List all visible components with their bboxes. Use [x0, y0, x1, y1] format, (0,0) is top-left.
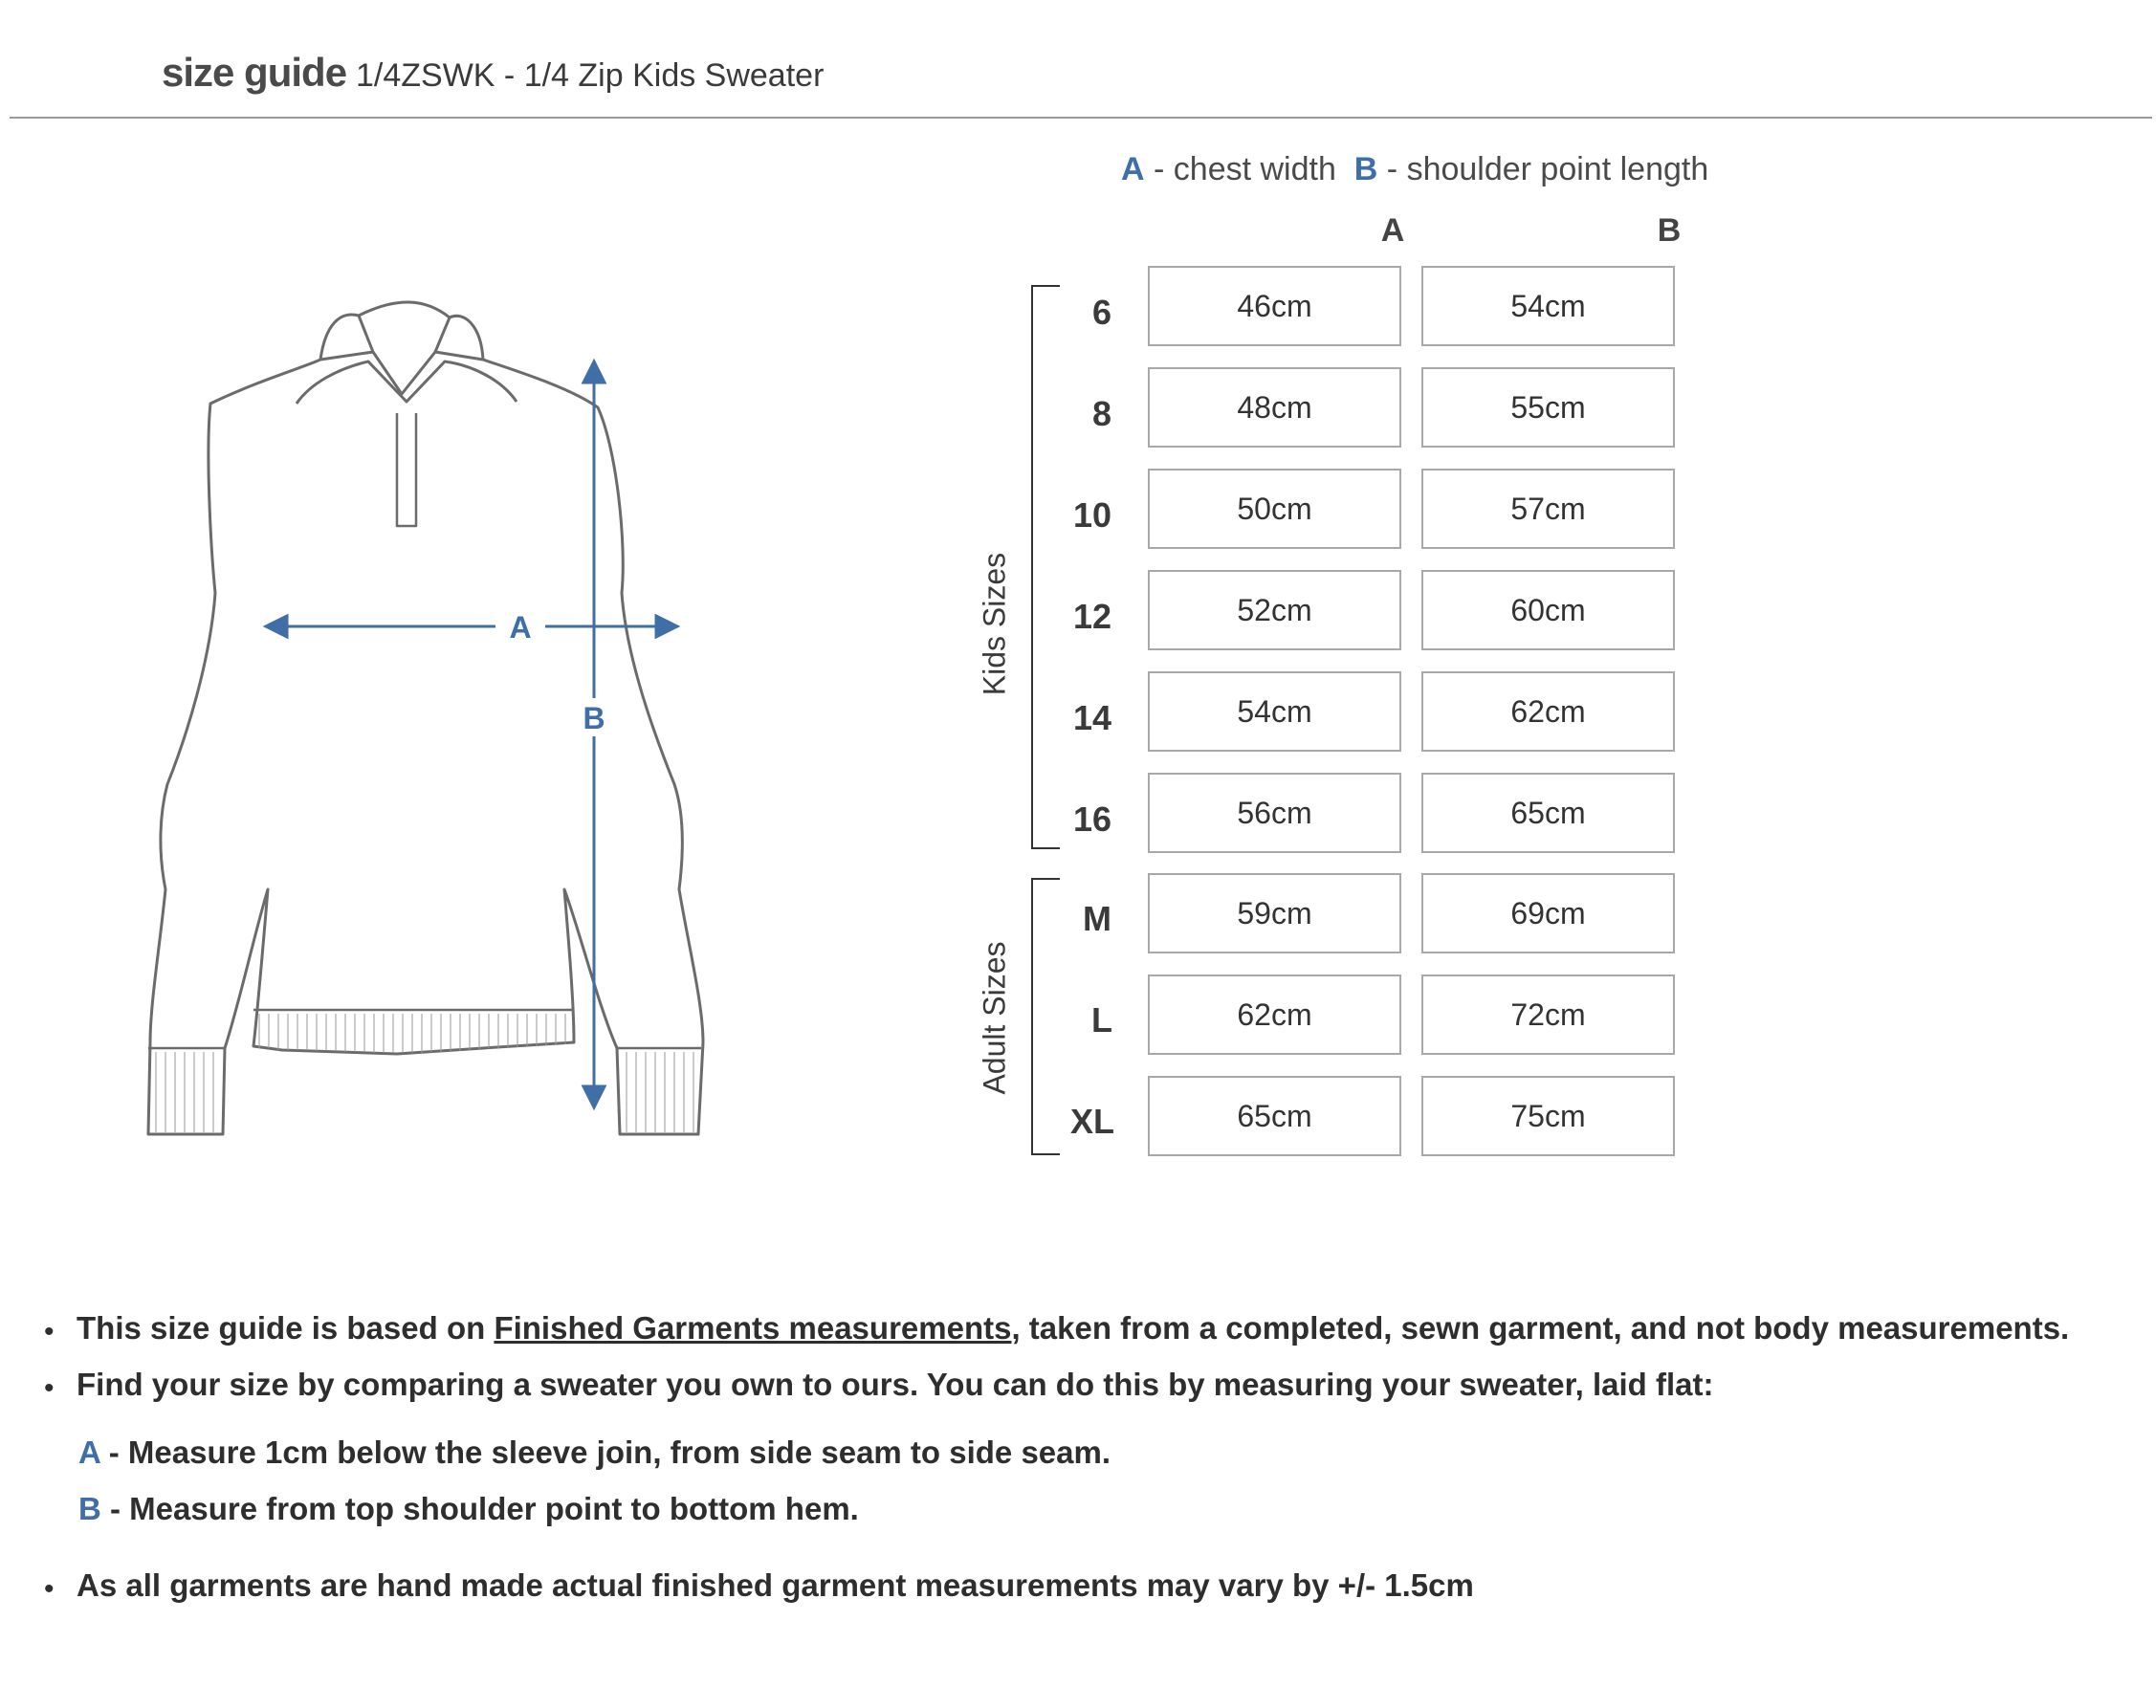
chest-width-cell: 54cm	[1148, 671, 1401, 752]
sweater-zipper	[397, 413, 416, 526]
shoulder-length-cell: 72cm	[1421, 974, 1675, 1055]
size-label: 16	[1072, 799, 1112, 839]
adult-sizes-label: Adult Sizes	[977, 941, 1012, 1095]
size-label: 12	[1072, 597, 1112, 636]
legend-b-text: - shoulder point length	[1386, 151, 1709, 187]
finished-garments-link[interactable]: Finished Garments measurements	[494, 1310, 1012, 1346]
size-label: 6	[1091, 293, 1112, 332]
shoulder-length-cell: 62cm	[1421, 671, 1675, 752]
shoulder-length-cell: 57cm	[1421, 469, 1675, 549]
chest-width-cell: 52cm	[1148, 570, 1401, 650]
kids-sizes-label: Kids Sizes	[977, 552, 1012, 696]
size-label: 14	[1072, 698, 1112, 737]
note-tolerance: As all garments are hand made actual finished garment measurements may vary by +/- 1.5cm	[77, 1567, 1474, 1603]
shoulder-length-cell: 65cm	[1421, 773, 1675, 853]
sweater-illustration	[81, 277, 856, 1167]
note-find-size: Find your size by comparing a sweater you own to ours. You can do this by measuring your sweater, laid flat:	[77, 1367, 1714, 1402]
chest-width-cell: 59cm	[1148, 873, 1401, 953]
size-label: 10	[1072, 495, 1112, 535]
size-label: 8	[1091, 394, 1112, 433]
legend-a-text: - chest width	[1154, 151, 1336, 187]
chest-width-cell: 65cm	[1148, 1076, 1401, 1156]
note-1-post: , taken from a completed, sewn garment, and not body measurements.	[1011, 1310, 2070, 1346]
note-a-text: - Measure 1cm below the sleeve join, from side seam to side seam.	[99, 1434, 1111, 1470]
column-header-b: B	[1657, 212, 1682, 249]
product-name: 1/4ZSWK - 1/4 Zip Kids Sweater	[356, 57, 825, 94]
legend-b-key: B	[1353, 151, 1378, 187]
shoulder-length-cell: 60cm	[1421, 570, 1675, 650]
column-header-a: A	[1380, 212, 1405, 249]
shoulder-length-cell: 69cm	[1421, 873, 1675, 953]
chest-width-cell: 62cm	[1148, 974, 1401, 1055]
chest-width-cell: 56cm	[1148, 773, 1401, 853]
sweater-body-outline	[148, 352, 703, 1134]
chest-width-cell: 50cm	[1148, 469, 1401, 549]
chest-width-cell: 48cm	[1148, 367, 1401, 448]
size-label: M	[1083, 899, 1111, 938]
note-1-pre: This size guide is based on	[77, 1310, 495, 1346]
shoulder-length-cell: 75cm	[1421, 1076, 1675, 1156]
note-finished-garments	[77, 1310, 2069, 1347]
measurement-legend	[1121, 151, 1708, 188]
note-measure-b	[78, 1491, 859, 1527]
bullet: •	[44, 1316, 55, 1347]
size-label: XL	[1069, 1102, 1114, 1141]
size-label: L	[1091, 1000, 1112, 1040]
illustration-label-b: B	[583, 701, 605, 735]
note-b-text: - Measure from top shoulder point to bottom hem.	[100, 1491, 859, 1526]
chest-width-cell: 46cm	[1148, 266, 1401, 346]
shoulder-length-cell: 55cm	[1421, 367, 1675, 448]
legend-a-key: A	[1121, 151, 1145, 187]
bullet: •	[44, 1573, 55, 1605]
note-measure-a	[78, 1434, 1111, 1471]
illustration-label-a: A	[509, 610, 532, 645]
length-arrowhead-bottom	[583, 1086, 605, 1107]
note-b-key: B	[78, 1491, 101, 1526]
chest-arrowhead-left	[266, 616, 287, 637]
length-arrowhead-top	[583, 361, 605, 383]
header-divider	[10, 117, 2152, 119]
bullet: •	[44, 1372, 55, 1404]
note-a-key: A	[78, 1434, 100, 1470]
kids-sizes-bracket	[1031, 285, 1060, 849]
shoulder-length-cell: 54cm	[1421, 266, 1675, 346]
chest-arrowhead-right	[656, 616, 677, 637]
page-title: size guide	[162, 50, 347, 95]
